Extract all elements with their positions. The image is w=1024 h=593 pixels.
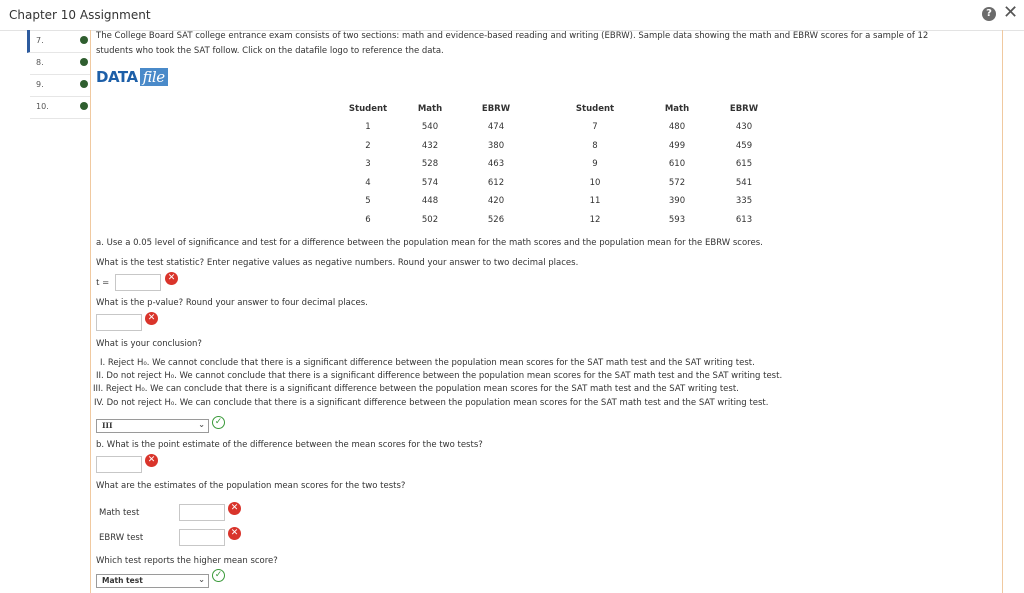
table-cell: 528 <box>421 159 439 170</box>
table-cell: 12 <box>589 214 601 225</box>
table-cell: 380 <box>487 140 505 151</box>
pvalue-input[interactable] <box>96 314 142 331</box>
table-cell: 526 <box>487 214 505 225</box>
table-cell: 3 <box>365 159 371 170</box>
nav-item-8[interactable] <box>30 52 90 75</box>
t-label: t = <box>96 278 110 288</box>
point-estimate-input[interactable] <box>96 456 142 473</box>
table-cell: 9 <box>592 159 598 170</box>
table-cell: 480 <box>668 122 686 133</box>
part-b-text: b. What is the point estimate of the difference between the mean scores for the two tests? <box>96 440 483 450</box>
column-header: Student <box>348 104 388 114</box>
table-cell: 1 <box>365 122 371 133</box>
datafile-data-text: DATA <box>96 68 138 86</box>
nav-item-label: 8. <box>36 58 44 67</box>
status-dot-icon <box>80 102 88 110</box>
intro-text-line1: The College Board SAT college entrance exam consists of two sections: math and evidence-based reading and writing (EBRW). Sample data showing the math and EBRW scores for a sample of 12 <box>96 31 929 41</box>
table-cell: 574 <box>421 177 439 188</box>
table-cell: 613 <box>735 214 753 225</box>
table-row <box>340 192 796 211</box>
chevron-down-icon: ⌄ <box>198 575 205 584</box>
table-cell: 499 <box>668 140 686 151</box>
conclusion-prompt: What is your conclusion? <box>96 339 202 349</box>
column-header: EBRW <box>729 104 759 114</box>
part-a-text: a. Use a 0.05 level of significance and test for a difference between the population mean for the math scores and the population mean for the EBRW scores. <box>96 238 763 248</box>
table-cell: 420 <box>487 196 505 207</box>
chevron-down-icon: ⌄ <box>198 420 205 429</box>
table-row <box>340 137 796 156</box>
status-dot-icon <box>80 36 88 44</box>
table-cell: 430 <box>735 122 753 133</box>
table-header-row <box>340 100 796 118</box>
table-cell: 541 <box>735 177 753 188</box>
incorrect-icon: ✕ <box>228 527 241 540</box>
nav-item-label: 7. <box>36 36 44 45</box>
table-row <box>340 118 796 137</box>
table-cell: 612 <box>487 177 505 188</box>
table-cell: 10 <box>589 177 601 188</box>
math-test-input[interactable] <box>179 504 225 521</box>
header <box>0 0 1024 31</box>
option-2: II. Do not reject H₀. We cannot conclude that there is a significant difference between the population mean scores for the SAT math test and the SAT writing test. <box>96 371 783 381</box>
table-cell: 459 <box>735 140 753 151</box>
intro-text-line2: students who took the SAT follow. Click on the datafile logo to reference the data. <box>96 46 444 56</box>
test-stat-prompt: What is the test statistic? Enter negative values as negative numbers. Round your answer to two decimal places. <box>96 258 579 268</box>
t-stat-input[interactable] <box>115 274 161 291</box>
higher-selected-value: Math test <box>102 576 143 585</box>
table-row <box>340 174 796 193</box>
conclusion-selected-value: III <box>102 421 113 430</box>
table-cell: 610 <box>668 159 686 170</box>
ebrw-test-input[interactable] <box>179 529 225 546</box>
table-cell: 448 <box>421 196 439 207</box>
table-cell: 4 <box>365 177 371 188</box>
status-dot-icon <box>80 80 88 88</box>
higher-prompt: Which test reports the higher mean score? <box>96 556 278 566</box>
table-row <box>340 211 796 230</box>
pvalue-prompt: What is the p-value? Round your answer to four decimal places. <box>96 298 368 308</box>
nav-item-label: 9. <box>36 80 44 89</box>
column-header: Math <box>664 104 690 114</box>
table-cell: 615 <box>735 159 753 170</box>
table-cell: 540 <box>421 122 439 133</box>
table-cell: 572 <box>668 177 686 188</box>
ebrw-test-label: EBRW test <box>99 533 144 543</box>
table-cell: 5 <box>365 196 371 207</box>
datafile-file-text: file <box>140 68 168 86</box>
table-cell: 6 <box>365 214 371 225</box>
status-dot-icon <box>80 58 88 66</box>
estimates-prompt: What are the estimates of the population mean scores for the two tests? <box>96 481 406 491</box>
higher-select[interactable] <box>96 574 209 588</box>
datafile-logo[interactable] <box>96 68 168 86</box>
column-header: EBRW <box>481 104 511 114</box>
nav-item-7[interactable] <box>27 30 90 53</box>
table-cell: 593 <box>668 214 686 225</box>
incorrect-icon: ✕ <box>165 272 178 285</box>
close-icon[interactable]: ✕ <box>1003 2 1019 23</box>
table-cell: 8 <box>592 140 598 151</box>
column-header: Math <box>417 104 443 114</box>
math-test-label: Math test <box>99 508 140 518</box>
table-cell: 2 <box>365 140 371 151</box>
column-header: Student <box>575 104 615 114</box>
table-cell: 390 <box>668 196 686 207</box>
option-3: III. Reject H₀. We can conclude that there is a significant difference between the population mean scores for the SAT math test and the SAT writing test. <box>93 384 739 394</box>
page-title: Chapter 10 Assignment <box>9 8 151 22</box>
table-cell: 11 <box>589 196 601 207</box>
correct-icon: ✓ <box>212 416 225 429</box>
conclusion-select[interactable] <box>96 419 209 433</box>
help-icon[interactable]: ? <box>982 7 996 21</box>
incorrect-icon: ✕ <box>145 312 158 325</box>
table-cell: 335 <box>735 196 753 207</box>
correct-icon: ✓ <box>212 569 225 582</box>
option-1: I. Reject H₀. We cannot conclude that there is a significant difference between the population mean scores for the SAT math test and the SAT writing test. <box>100 358 755 368</box>
data-table <box>340 100 796 229</box>
incorrect-icon: ✕ <box>228 502 241 515</box>
nav-item-label: 10. <box>36 102 49 111</box>
table-cell: 463 <box>487 159 505 170</box>
incorrect-icon: ✕ <box>145 454 158 467</box>
nav-item-10[interactable] <box>30 96 90 119</box>
table-cell: 7 <box>592 122 598 133</box>
table-cell: 502 <box>421 214 439 225</box>
nav-item-9[interactable] <box>30 74 90 97</box>
table-row <box>340 155 796 174</box>
option-4: IV. Do not reject H₀. We can conclude that there is a significant difference between the population mean scores for the SAT math test and the SAT writing test. <box>94 398 769 408</box>
question-nav <box>30 30 91 593</box>
table-cell: 432 <box>421 140 439 151</box>
table-cell: 474 <box>487 122 505 133</box>
